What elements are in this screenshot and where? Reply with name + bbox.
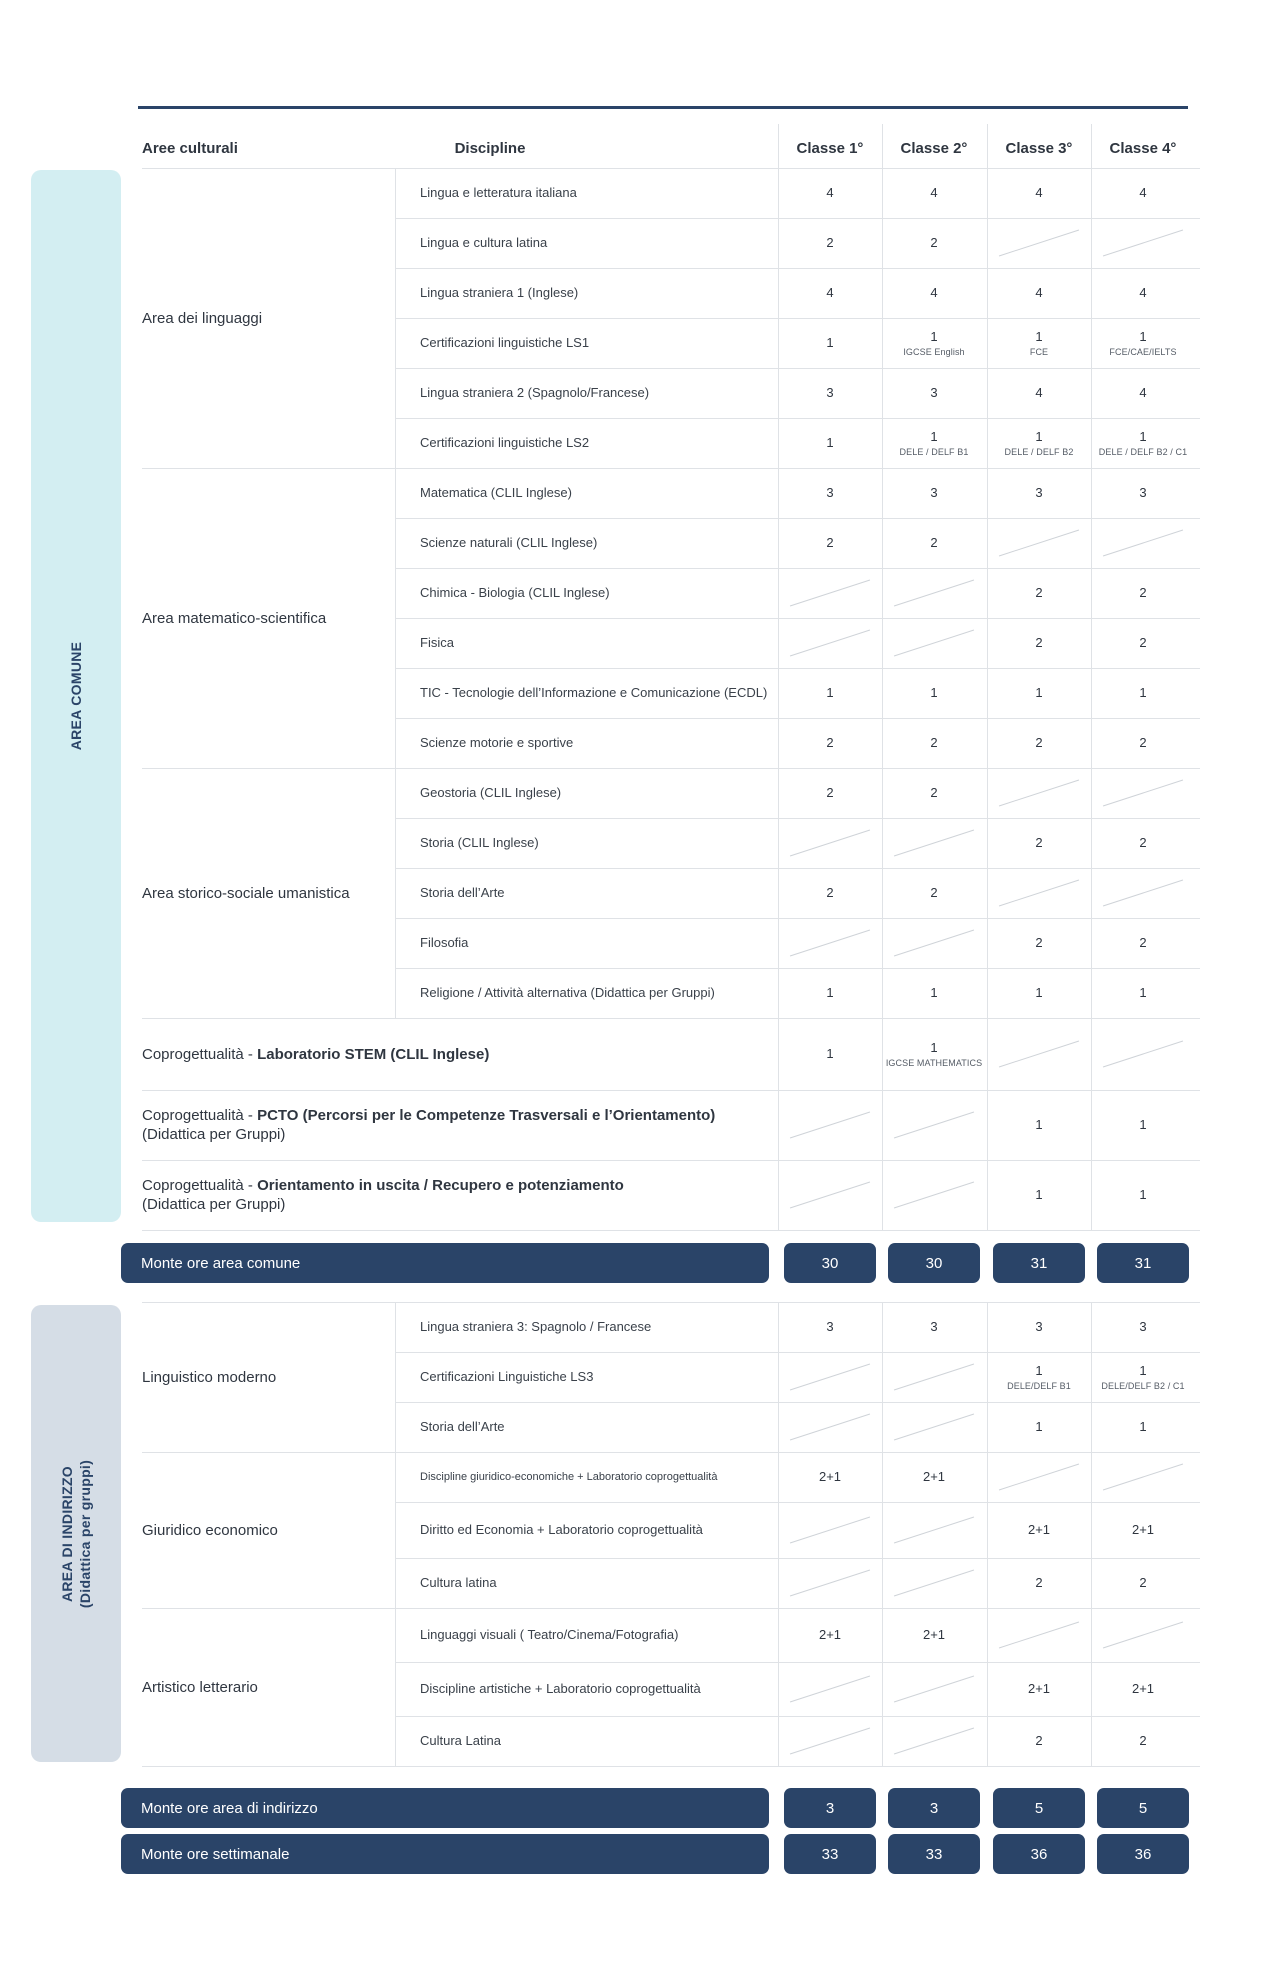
empty-cell	[1091, 518, 1195, 568]
hours-cell	[1091, 1352, 1195, 1402]
hours-value: 1	[930, 1039, 938, 1055]
hours-value: 1	[1035, 328, 1043, 344]
hours-cell	[882, 368, 986, 418]
monte-indirizzo-value: 3	[784, 1788, 876, 1828]
header-classe-2: Classe 2°	[900, 139, 968, 157]
empty-cell	[778, 1662, 882, 1716]
hours-cell	[1091, 168, 1195, 218]
empty-cell	[778, 1090, 882, 1160]
coprogettualita-prefix: Coprogettualità -	[142, 1107, 258, 1124]
empty-cell	[987, 218, 1091, 268]
hours-value: 2	[826, 535, 834, 550]
hours-cell	[987, 1352, 1091, 1402]
hours-cell	[882, 1452, 986, 1502]
hours-cell	[987, 1662, 1091, 1716]
empty-cell	[987, 868, 1091, 918]
hours-value: 3	[1139, 1319, 1147, 1334]
header-classe-1: Classe 1°	[796, 139, 864, 157]
hours-value: 2	[826, 785, 834, 800]
hours-cell	[778, 468, 882, 518]
hours-value: 1	[1035, 1419, 1043, 1434]
monte-settimanale-value: 33	[784, 1834, 876, 1874]
empty-cell	[882, 1502, 986, 1558]
empty-cell	[778, 1716, 882, 1766]
hours-cell	[778, 1608, 882, 1662]
hours-value: 2+1	[1131, 1522, 1155, 1537]
hours-value: 2	[826, 235, 834, 250]
hours-value: 2	[1035, 635, 1043, 650]
hours-value: 1	[1139, 685, 1147, 700]
empty-cell	[778, 818, 882, 868]
empty-cell	[882, 1090, 986, 1160]
hours-value: 2	[1139, 1733, 1147, 1748]
hours-value: 2	[826, 885, 834, 900]
hours-cell	[1091, 818, 1195, 868]
hours-value: 1	[1035, 985, 1043, 1000]
area-comune-label	[31, 170, 121, 1222]
hours-cell	[1091, 668, 1195, 718]
hours-cell	[987, 1558, 1091, 1608]
coprogettualita-row	[142, 1090, 762, 1160]
hours-value: 2+1	[1027, 1681, 1051, 1696]
hours-cell	[1091, 268, 1195, 318]
hours-cell	[882, 718, 986, 768]
hours-cell	[778, 518, 882, 568]
monte-indirizzo-value: 3	[888, 1788, 980, 1828]
hours-cell	[882, 768, 986, 818]
hours-cell	[1091, 318, 1195, 368]
column-divider	[395, 768, 396, 1018]
hours-value: 1	[1139, 428, 1147, 444]
hours-value: 2	[1139, 735, 1147, 750]
hours-value: 2	[1035, 735, 1043, 750]
hours-cell	[778, 418, 882, 468]
hours-value: 1	[1139, 985, 1147, 1000]
hours-value: 2	[930, 785, 938, 800]
hours-value: 1	[1139, 1419, 1147, 1434]
hours-cell	[987, 368, 1091, 418]
hours-cell	[1091, 718, 1195, 768]
hours-cell	[1091, 568, 1195, 618]
hours-value: 3	[1035, 1319, 1043, 1334]
hours-value: 4	[826, 285, 834, 300]
coprogettualita-title	[142, 1045, 762, 1064]
header-classe-4: Classe 4°	[1109, 139, 1177, 157]
empty-cell	[882, 1160, 986, 1230]
hours-cell	[882, 168, 986, 218]
hours-value: 3	[1035, 485, 1043, 500]
hours-value: 2	[1139, 585, 1147, 600]
coprogettualita-title	[142, 1176, 762, 1195]
discipline-name: Chimica - Biologia (CLIL Inglese)	[420, 585, 610, 600]
discipline-name: Lingua e letteratura italiana	[420, 185, 577, 200]
hours-cell	[778, 1452, 882, 1502]
monte-settimanale-value: 36	[993, 1834, 1085, 1874]
empty-cell	[882, 1402, 986, 1452]
hours-cell	[1091, 1502, 1195, 1558]
column-divider	[395, 1302, 396, 1452]
hours-cell	[987, 668, 1091, 718]
hours-value: 4	[1035, 285, 1043, 300]
hours-cell	[1091, 418, 1195, 468]
column-divider	[778, 124, 779, 1230]
header-discipline: Discipline	[454, 139, 526, 157]
coprogettualita-title	[142, 1106, 762, 1125]
coprogettualita-subject: Orientamento in uscita / Recupero e potenziamento	[257, 1177, 624, 1194]
hours-cell	[1091, 1716, 1195, 1766]
hours-cell	[987, 468, 1091, 518]
monte-settimanale-value: 33	[888, 1834, 980, 1874]
coprogettualita-subject: Laboratorio STEM (CLIL Inglese)	[257, 1045, 490, 1063]
discipline-name: Certificazioni linguistiche LS2	[420, 435, 590, 450]
coprogettualita-prefix: Coprogettualità -	[142, 1177, 258, 1194]
hours-value: 2	[1035, 1733, 1043, 1748]
discipline-name: Lingua straniera 1 (Inglese)	[420, 285, 579, 300]
hours-value: 4	[930, 185, 938, 200]
hours-cell	[882, 1608, 986, 1662]
certification-note: DELE / DELF B2	[1004, 446, 1074, 457]
monte-comune-label: Monte ore area comune	[121, 1243, 769, 1283]
hours-value: 3	[1139, 485, 1147, 500]
hours-cell	[778, 868, 882, 918]
hours-value: 1	[1035, 685, 1043, 700]
certification-note: DELE / DELF B1	[899, 446, 969, 457]
column-divider	[395, 468, 396, 768]
hours-value: 1	[1035, 1362, 1043, 1378]
hours-value: 4	[1139, 285, 1147, 300]
area-name: Artistico letterario	[142, 1678, 258, 1696]
hours-value: 3	[930, 1319, 938, 1334]
discipline-name: Lingua straniera 3: Spagnolo / Francese	[420, 1319, 652, 1334]
monte-indirizzo-value: 5	[993, 1788, 1085, 1828]
discipline-name: Linguaggi visuali ( Teatro/Cinema/Fotografia)	[420, 1627, 679, 1642]
hours-cell	[987, 1090, 1091, 1160]
column-divider	[395, 1608, 396, 1766]
monte-comune-value: 31	[993, 1243, 1085, 1283]
hours-cell	[882, 318, 986, 368]
column-divider	[1091, 124, 1092, 1230]
hours-cell	[778, 718, 882, 768]
hours-cell	[1091, 1558, 1195, 1608]
hours-cell	[1091, 618, 1195, 668]
hours-value: 3	[826, 1319, 834, 1334]
discipline-name: Discipline giuridico-economiche + Laboratorio coprogettualità	[420, 1471, 718, 1483]
empty-cell	[987, 1452, 1091, 1502]
hours-value: 2+1	[818, 1469, 842, 1484]
hours-value: 2	[826, 735, 834, 750]
discipline-name: Storia (CLIL Inglese)	[420, 835, 539, 850]
hours-cell	[1091, 468, 1195, 518]
hours-value: 1	[1035, 1117, 1043, 1132]
empty-cell	[778, 568, 882, 618]
hours-value: 3	[930, 485, 938, 500]
hours-cell	[987, 618, 1091, 668]
hours-cell	[882, 1018, 986, 1090]
row-divider	[142, 1766, 1200, 1767]
hours-value: 4	[1139, 385, 1147, 400]
hours-cell	[1091, 918, 1195, 968]
hours-value: 2+1	[922, 1627, 946, 1642]
monte-indirizzo-value: 5	[1097, 1788, 1189, 1828]
discipline-name: Storia dell’Arte	[420, 1419, 505, 1434]
certification-note: DELE/DELF B1	[1007, 1380, 1071, 1391]
hours-cell	[987, 968, 1091, 1018]
hours-value: 1	[1035, 428, 1043, 444]
area-name: Giuridico economico	[142, 1521, 278, 1539]
empty-cell	[778, 1160, 882, 1230]
empty-cell	[1091, 218, 1195, 268]
area-name: Linguistico moderno	[142, 1368, 277, 1386]
discipline-name: Lingua e cultura latina	[420, 235, 548, 250]
empty-cell	[882, 618, 986, 668]
hours-cell	[778, 768, 882, 818]
hours-value: 1	[930, 985, 938, 1000]
hours-value: 1	[1139, 1362, 1147, 1378]
hours-cell	[1091, 1090, 1195, 1160]
hours-value: 1	[826, 1046, 834, 1061]
hours-cell	[882, 418, 986, 468]
header-classe-3: Classe 3°	[1005, 139, 1073, 157]
hours-value: 2	[930, 885, 938, 900]
monte-comune-value: 30	[784, 1243, 876, 1283]
hours-cell	[778, 318, 882, 368]
hours-value: 2+1	[818, 1627, 842, 1642]
discipline-name: Matematica (CLIL Inglese)	[420, 485, 572, 500]
discipline-name: Scienze naturali (CLIL Inglese)	[420, 535, 598, 550]
hours-cell	[778, 368, 882, 418]
hours-cell	[778, 668, 882, 718]
empty-cell	[1091, 768, 1195, 818]
column-divider	[882, 1302, 883, 1766]
discipline-name: Discipline artistiche + Laboratorio coprogettualità	[420, 1681, 701, 1696]
hours-value: 2	[1139, 635, 1147, 650]
hours-cell	[778, 1302, 882, 1352]
certification-note: IGCSE MATHEMATICS	[885, 1057, 983, 1068]
column-divider	[987, 1302, 988, 1766]
column-divider	[987, 124, 988, 1230]
hours-value: 2	[930, 535, 938, 550]
hours-value: 1	[826, 335, 834, 350]
hours-cell	[882, 1302, 986, 1352]
empty-cell	[882, 1352, 986, 1402]
monte-settimanale-label: Monte ore settimanale	[121, 1834, 769, 1874]
hours-value: 3	[826, 385, 834, 400]
hours-cell	[778, 168, 882, 218]
hours-cell	[1091, 1402, 1195, 1452]
hours-value: 2	[1035, 585, 1043, 600]
hours-value: 2+1	[1027, 1522, 1051, 1537]
hours-value: 1	[1035, 1187, 1043, 1202]
area-comune-text: AREA COMUNE	[68, 641, 84, 751]
hours-cell	[778, 218, 882, 268]
discipline-name: Certificazioni linguistiche LS1	[420, 335, 590, 350]
hours-cell	[987, 168, 1091, 218]
empty-cell	[1091, 1608, 1195, 1662]
discipline-name: Diritto ed Economia + Laboratorio coprogettualità	[420, 1522, 703, 1537]
hours-value: 1	[1139, 328, 1147, 344]
empty-cell	[778, 1402, 882, 1452]
monte-comune-value: 30	[888, 1243, 980, 1283]
empty-cell	[778, 1502, 882, 1558]
table-top-rule	[138, 106, 1188, 109]
coprogettualita-note: (Didattica per Gruppi)	[142, 1196, 286, 1213]
empty-cell	[778, 1352, 882, 1402]
hours-cell	[882, 468, 986, 518]
hours-cell	[882, 518, 986, 568]
area-name: Area dei linguaggi	[142, 309, 263, 327]
hours-cell	[987, 818, 1091, 868]
hours-value: 2	[1035, 835, 1043, 850]
hours-value: 2	[1139, 835, 1147, 850]
certification-note: FCE/CAE/IELTS	[1109, 346, 1177, 357]
hours-cell	[882, 968, 986, 1018]
discipline-name: Certificazioni Linguistiche LS3	[420, 1369, 594, 1384]
certification-note: FCE	[1029, 346, 1049, 357]
hours-cell	[778, 968, 882, 1018]
discipline-name: TIC - Tecnologie dell’Informazione e Comunicazione (ECDL)	[420, 685, 768, 700]
row-divider	[142, 168, 1200, 169]
empty-cell	[987, 1018, 1091, 1090]
coprogettualita-note: (Didattica per Gruppi)	[142, 1126, 286, 1143]
empty-cell	[987, 768, 1091, 818]
discipline-name: Lingua straniera 2 (Spagnolo/Francese)	[420, 385, 650, 400]
hours-cell	[987, 1402, 1091, 1452]
hours-cell	[987, 268, 1091, 318]
coprogettualita-row	[142, 1160, 762, 1230]
empty-cell	[1091, 1452, 1195, 1502]
hours-cell	[987, 1160, 1091, 1230]
empty-cell	[1091, 1018, 1195, 1090]
hours-cell	[882, 668, 986, 718]
hours-cell	[882, 218, 986, 268]
hours-value: 3	[826, 485, 834, 500]
hours-cell	[778, 268, 882, 318]
hours-value: 4	[1139, 185, 1147, 200]
hours-value: 2	[1139, 935, 1147, 950]
hours-cell	[778, 1018, 882, 1090]
discipline-name: Cultura Latina	[420, 1733, 501, 1748]
hours-cell	[987, 418, 1091, 468]
hours-value: 1	[1139, 1187, 1147, 1202]
column-divider	[395, 1452, 396, 1608]
hours-cell	[1091, 1302, 1195, 1352]
hours-value: 4	[1035, 385, 1043, 400]
empty-cell	[882, 568, 986, 618]
monte-comune-value: 31	[1097, 1243, 1189, 1283]
area-name: Area matematico-scientifica	[142, 609, 327, 627]
monte-indirizzo-label: Monte ore area di indirizzo	[121, 1788, 769, 1828]
monte-settimanale-value: 36	[1097, 1834, 1189, 1874]
hours-cell	[987, 568, 1091, 618]
hours-value: 4	[1035, 185, 1043, 200]
coprogettualita-subject: PCTO (Percorsi per le Competenze Trasversali e l’Orientamento)	[257, 1107, 716, 1124]
hours-cell	[987, 1716, 1091, 1766]
column-divider	[778, 1302, 779, 1766]
certification-note: IGCSE English	[903, 346, 965, 357]
hours-value: 1	[930, 328, 938, 344]
hours-cell	[882, 268, 986, 318]
hours-value: 4	[930, 285, 938, 300]
hours-value: 2	[1035, 935, 1043, 950]
hours-value: 2+1	[1131, 1681, 1155, 1696]
column-divider	[395, 168, 396, 468]
discipline-name: Religione / Attività alternativa (Didattica per Gruppi)	[420, 985, 715, 1000]
hours-value: 2	[930, 735, 938, 750]
hours-value: 2	[930, 235, 938, 250]
empty-cell	[882, 918, 986, 968]
certification-note: DELE / DELF B2 / C1	[1098, 446, 1188, 457]
discipline-name: Cultura latina	[420, 1575, 497, 1590]
hours-cell	[1091, 1662, 1195, 1716]
hours-value: 1	[826, 435, 834, 450]
column-divider	[1091, 1302, 1092, 1766]
hours-cell	[987, 1502, 1091, 1558]
empty-cell	[882, 1558, 986, 1608]
hours-value: 1	[930, 685, 938, 700]
discipline-name: Filosofia	[420, 935, 469, 950]
hours-cell	[987, 918, 1091, 968]
empty-cell	[778, 1558, 882, 1608]
hours-value: 2	[1035, 1575, 1043, 1590]
hours-value: 1	[1139, 1117, 1147, 1132]
hours-cell	[1091, 968, 1195, 1018]
discipline-name: Storia dell’Arte	[420, 885, 505, 900]
hours-value: 3	[930, 385, 938, 400]
area-indirizzo-label	[31, 1305, 121, 1762]
empty-cell	[1091, 868, 1195, 918]
empty-cell	[778, 618, 882, 668]
hours-value: 1	[930, 428, 938, 444]
hours-value: 4	[826, 185, 834, 200]
empty-cell	[987, 1608, 1091, 1662]
hours-value: 1	[826, 685, 834, 700]
row-divider	[142, 1230, 1200, 1231]
empty-cell	[882, 1662, 986, 1716]
column-divider	[882, 124, 883, 1230]
hours-cell	[882, 868, 986, 918]
discipline-name: Scienze motorie e sportive	[420, 735, 574, 750]
coprogettualita-row	[142, 1018, 762, 1090]
empty-cell	[882, 1716, 986, 1766]
hours-cell	[987, 718, 1091, 768]
discipline-name: Fisica	[420, 635, 454, 650]
hours-value: 2	[1139, 1575, 1147, 1590]
header-aree: Aree culturali	[142, 139, 238, 157]
hours-value: 2+1	[922, 1469, 946, 1484]
area-indirizzo-subtitle: (Didattica per gruppi)	[77, 1459, 93, 1608]
hours-cell	[1091, 368, 1195, 418]
coprogettualita-prefix: Coprogettualità -	[142, 1045, 258, 1063]
empty-cell	[987, 518, 1091, 568]
area-indirizzo-title: AREA DI INDIRIZZO	[59, 1465, 75, 1602]
hours-value: 1	[826, 985, 834, 1000]
hours-cell	[987, 1302, 1091, 1352]
empty-cell	[882, 818, 986, 868]
empty-cell	[778, 918, 882, 968]
hours-cell	[1091, 1160, 1195, 1230]
certification-note: DELE/DELF B2 / C1	[1101, 1380, 1185, 1391]
area-indirizzo-text	[58, 1459, 94, 1607]
area-name: Area storico-sociale umanistica	[142, 884, 350, 902]
hours-cell	[987, 318, 1091, 368]
discipline-name: Geostoria (CLIL Inglese)	[420, 785, 562, 800]
